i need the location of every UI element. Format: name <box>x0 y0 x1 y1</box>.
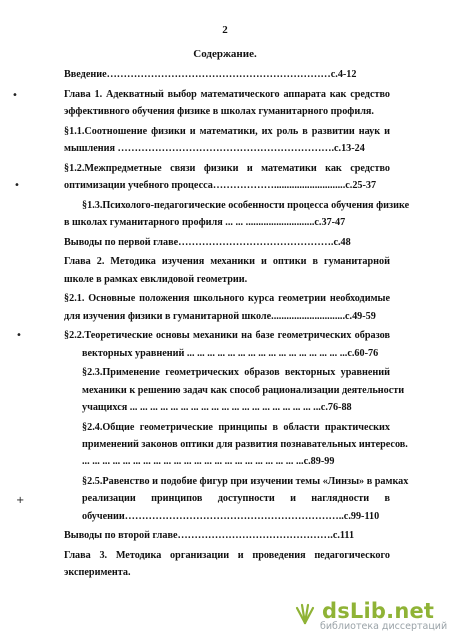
margin-mark: • <box>14 180 20 191</box>
toc-entry <box>64 86 390 121</box>
toc-entry <box>64 527 390 544</box>
toc-entry-line: Выводы по второй главе……………………………………….с.111 <box>64 530 355 542</box>
toc-entry-line: §2.4.Общие геометрические принципы в области практических <box>82 421 390 433</box>
toc-entry <box>64 234 390 251</box>
toc-entry <box>64 473 409 525</box>
toc-entry-line: мышления ……………………………………………………….с.13-24 <box>64 143 365 154</box>
toc-entry-line: Глава 3. Методика организации и проведения педагогического <box>64 550 390 561</box>
toc-entry <box>64 419 408 471</box>
toc-entry-line: эксперимента. <box>64 567 131 579</box>
toc-entry <box>64 290 390 325</box>
margin-mark: + <box>16 495 25 506</box>
toc-entry-line: в школах гуманитарного профиля ... ... ...........................с.37-47 <box>64 217 346 228</box>
toc-entry-line: §2.1. Основные положения школьного курса геометрии необходимые <box>64 293 390 305</box>
toc-entry-line: применений законов оптики для развития познавательных интересов. <box>82 439 408 450</box>
toc-entry <box>64 547 390 582</box>
toc-entry <box>64 364 405 416</box>
page-number: 2 <box>222 24 228 36</box>
toc-entry-line: Глава 1. Адекватный выбор математического аппарата как средство <box>64 88 390 100</box>
margin-mark: • <box>16 330 22 341</box>
toc-entry-line: оптимизации учебного процесса………………............................с.25-37 <box>64 180 377 191</box>
toc-entry-line: §1.1.Соотношение физики и математики, их роль в развитии наук и <box>64 125 390 137</box>
fan-logo-icon <box>294 602 316 626</box>
toc-entry-line: обучении………………………………………………………..с.99-110 <box>82 510 380 522</box>
toc-entry-line: реализации принципов доступности и наглядности в <box>82 493 390 505</box>
toc-entry-line: §2.3.Применение геометрических образов векторных уравнений <box>82 367 390 379</box>
toc-entry-line: эффективного обучения физике в школах гуманитарного профиля. <box>64 106 374 117</box>
toc-entry-line: §2.2.Теоретические основы механики на базе геометрических образов <box>64 330 390 342</box>
toc-entry-line: векторных уравнений ... ... ... ... ... ... ... ... ... ... ... ... ... ... ... ...с.60-76 <box>82 347 379 359</box>
margin-mark: • <box>12 90 18 101</box>
toc-entry-line: ... ... ... ... ... ... ... ... ... ... ... ... ... ... ... ... ... ... ... ... ... ...с.89-99 <box>82 456 335 468</box>
toc-entry-line: учащихся ... ... ... ... ... ... ... ... ... ... ... ... ... ... ... ... ... ... ...с.76-88 <box>82 402 352 413</box>
toc-entry-line: Выводы по первой главе……………………………………….с.48 <box>64 236 351 248</box>
toc-entry <box>64 197 410 232</box>
table-of-contents <box>64 66 410 584</box>
toc-entry <box>64 66 390 83</box>
toc-title: Содержание. <box>193 48 257 60</box>
toc-entry-line: для изучения физики в гуманитарной школе.............................с.49-59 <box>64 310 376 322</box>
toc-entry-line: школе в рамках евклидовой геометрии. <box>64 273 248 285</box>
toc-entry-line: механики к решению задач как способ рационализации деятельности <box>82 384 405 396</box>
watermark-logo: dsLib.net <box>322 599 435 623</box>
dslib-watermark[interactable] <box>294 599 448 633</box>
toc-entry <box>64 253 390 288</box>
toc-entry-line: §1.3.Психолого-педагогические особенности процесса обучения физике <box>82 199 410 211</box>
toc-entry-line: Введение…………………………………………………………с.4-12 <box>64 69 357 80</box>
toc-entry <box>64 123 390 158</box>
toc-entry-line: §1.2.Межпредметные связи физики и математики как средство <box>64 162 390 174</box>
watermark-subtitle: библиотека диссертаций <box>320 621 448 632</box>
toc-entry <box>64 327 390 362</box>
toc-entry-line: §2.5.Равенство и подобие фигур при изучении темы «Линзы» в рамках <box>82 476 409 487</box>
toc-entry <box>64 160 390 195</box>
toc-entry-line: Глава 2. Методика изучения механики и оптики в гуманитарной <box>64 256 390 268</box>
